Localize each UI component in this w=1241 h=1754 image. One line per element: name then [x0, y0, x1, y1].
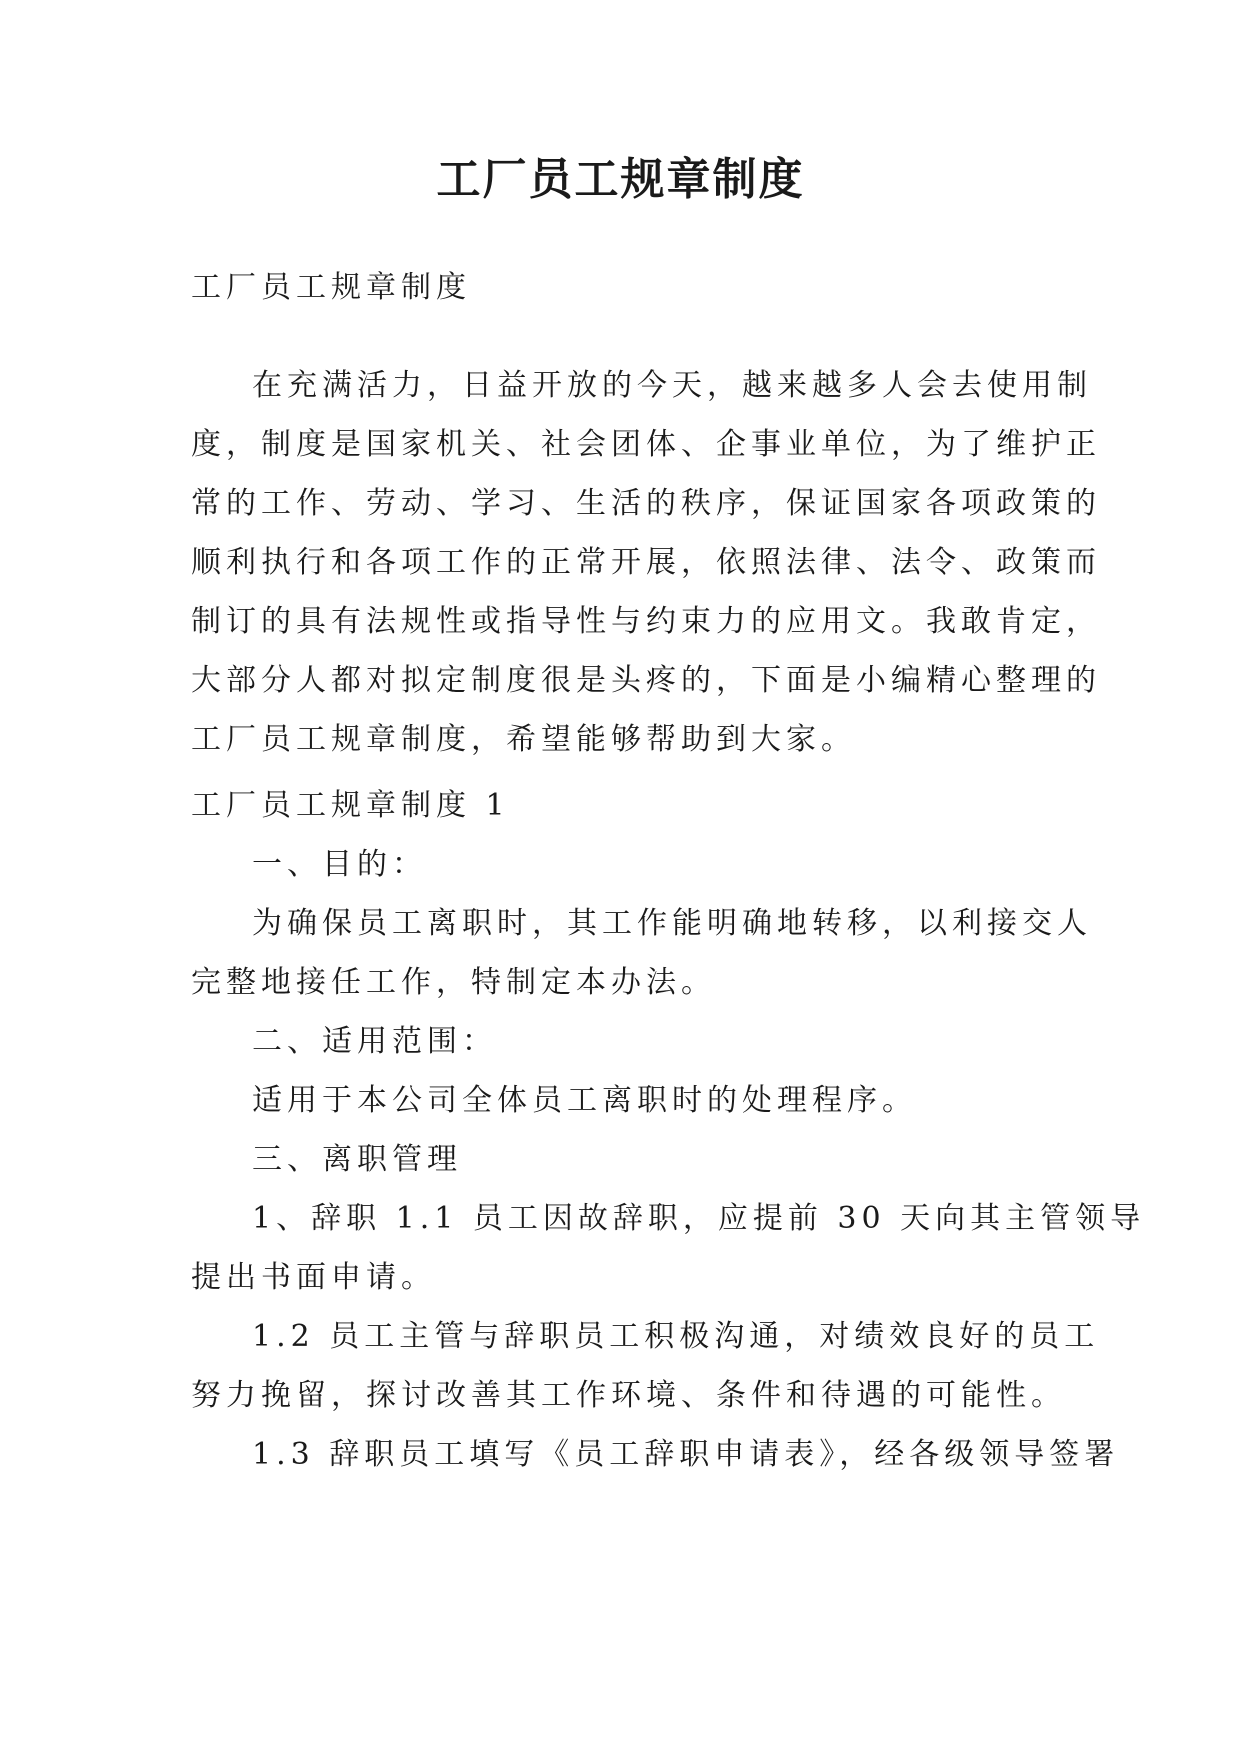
resign-1-1-line: 1、辞职 1.1 员工因故辞职，应提前 30 天向其主管领导: [252, 1201, 1146, 1236]
management-heading: 三、离职管理: [252, 1142, 462, 1177]
purpose-paragraph: [191, 894, 1092, 1012]
scope-text: 适用于本公司全体员工离职时的处理程序。: [252, 1083, 917, 1118]
resign-1-2-line: 努力挽留，探讨改善其工作环境、条件和待遇的可能性。: [191, 1378, 1066, 1413]
resign-1-2-line: 1.2 员工主管与辞职员工积极沟通，对绩效良好的员工: [252, 1319, 1100, 1354]
section-heading: 工厂员工规章制度 1: [191, 788, 510, 823]
intro-line: 大部分人都对拟定制度很是头疼的，下面是小编精心整理的: [191, 663, 1101, 698]
intro-line: 顺利执行和各项工作的正常开展，依照法律、法令、政策而: [191, 545, 1101, 580]
intro-line: 常的工作、劳动、学习、生活的秩序，保证国家各项政策的: [191, 486, 1101, 521]
intro-line: 在充满活力，日益开放的今天，越来越多人会去使用制: [252, 368, 1092, 403]
resign-1-2-paragraph: [191, 1307, 1100, 1425]
intro-paragraph: [191, 356, 1101, 769]
document-title: 工厂员工规章制度: [436, 154, 805, 205]
intro-line: 制订的具有法规性或指导性与约束力的应用文。我敢肯定，: [191, 604, 1101, 639]
intro-line: 度，制度是国家机关、社会团体、企事业单位，为了维护正: [191, 427, 1101, 462]
scope-heading: 二、适用范围：: [252, 1024, 497, 1059]
purpose-heading: 一、目的：: [252, 847, 427, 882]
purpose-line: 完整地接任工作，特制定本办法。: [191, 965, 716, 1000]
intro-line: 工厂员工规章制度，希望能够帮助到大家。: [191, 722, 856, 757]
document-subtitle: 工厂员工规章制度: [191, 270, 471, 305]
resign-1-1-line: 提出书面申请。: [191, 1260, 436, 1295]
resign-1-1-paragraph: [191, 1189, 1146, 1307]
purpose-line: 为确保员工离职时，其工作能明确地转移，以利接交人: [252, 906, 1092, 941]
resign-1-3-line: 1.3 辞职员工填写《员工辞职申请表》，经各级领导签署: [252, 1437, 1120, 1472]
